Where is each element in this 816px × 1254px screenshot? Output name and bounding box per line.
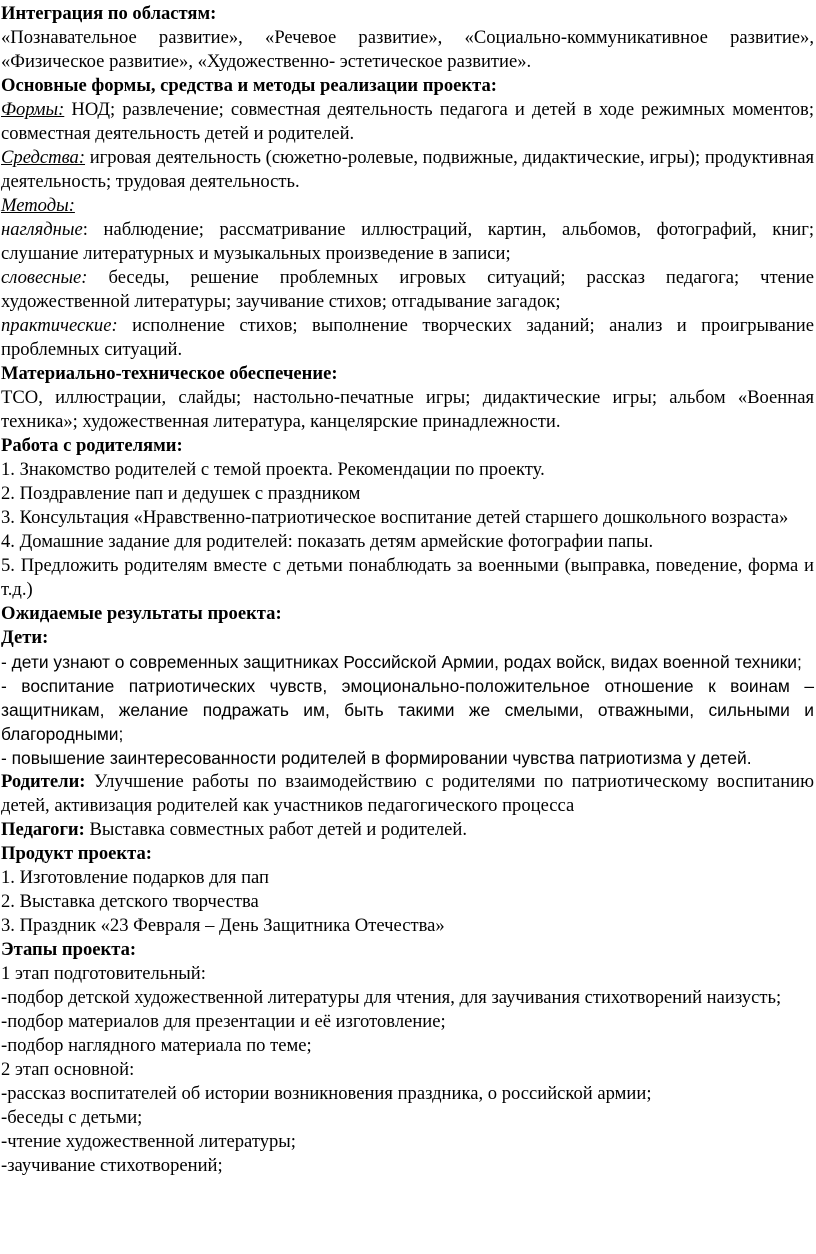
stage2-title: 2 этап основной: (1, 1059, 135, 1080)
practical-methods-label: практические: (1, 315, 118, 336)
product-item: 1. Изготовление подарков для пап (1, 867, 270, 888)
results-heading: Ожидаемые результаты проекта: (1, 603, 282, 624)
stage2-item: -беседы с детьми; (1, 1107, 143, 1128)
parents-result-label: Родители: (1, 771, 86, 792)
verbal-methods-paragraph (1, 266, 814, 314)
forms-text: НОД; развлечение; совместная деятельность педагога и детей в ходе режимных моментов; совместная деятельность детей и родителей. (1, 99, 814, 144)
parents-work-item: 1. Знакомство родителей с темой проекта. Рекомендации по проекту. (1, 459, 545, 480)
means-paragraph (1, 146, 814, 194)
forms-paragraph (1, 98, 814, 146)
children-result-item: - повышение заинтересованности родителей в формировании чувства патриотизма у детей. (1, 748, 752, 768)
visual-methods-label: наглядные (1, 219, 83, 240)
material-heading: Материально-техническое обеспечение: (1, 363, 338, 384)
visual-methods-paragraph (1, 218, 814, 266)
verbal-methods-label: словесные: (1, 267, 88, 288)
verbal-methods-text: беседы, решение проблемных игровых ситуаций; рассказ педагога; чтение художественной литературы; заучивание стихов; отгадывание загадок; (1, 267, 814, 312)
parents-work-item: 3. Консультация «Нравственно-патриотическое воспитание детей старшего дошкольного возраста» (1, 507, 789, 528)
parents-work-item: 4. Домашние задание для родителей: показать детям армейские фотографии папы. (1, 531, 654, 552)
product-item: 2. Выставка детского творчества (1, 891, 259, 912)
stage1-item: -подбор материалов для презентации и её изготовление; (1, 1011, 446, 1032)
stage2-item: -рассказ воспитателей об истории возникновения праздника, о российской армии; (1, 1083, 652, 1104)
integration-text: «Познавательное развитие», «Речевое развитие», «Социально-коммуникативное развитие», «Физическое развитие», «Художественно- эстетическое развитие». (1, 27, 814, 72)
teachers-result-label: Педагоги: (1, 819, 85, 840)
parents-work-item: 5. Предложить родителям вместе с детьми понаблюдать за военными (выправка, поведение, форма и т.д.) (1, 555, 814, 600)
material-text: ТСО, иллюстрации, слайды; настольно-печатные игры; дидактические игры; альбом «Военная техника»; художественная литература, канцелярские принадлежности. (1, 387, 814, 432)
teachers-result-text: Выставка совместных работ детей и родителей. (84, 819, 468, 840)
stage1-title: 1 этап подготовительный: (1, 963, 206, 984)
practical-methods-text: исполнение стихов; выполнение творческих заданий; анализ и проигрывание проблемных ситуаций. (1, 315, 814, 360)
visual-methods-text: : наблюдение; рассматривание иллюстраций, картин, альбомов, фотографий, книг; слушание литературных и музыкальных произведение в записи; (1, 219, 814, 264)
children-result-item: - дети узнают о современных защитниках Российской Армии, родах войск, видах военной техники; (1, 652, 802, 672)
means-label: Средства: (1, 147, 86, 168)
teachers-result-paragraph (1, 818, 814, 842)
methods-label: Методы: (1, 195, 75, 216)
means-text: игровая деятельность (сюжетно-ролевые, подвижные, дидактические, игры); продуктивная деятельность; трудовая деятельность. (1, 147, 814, 192)
product-heading: Продукт проекта: (1, 843, 152, 864)
practical-methods-paragraph (1, 314, 814, 362)
stage1-item: -подбор детской художественной литературы для чтения, для заучивания стихотворений наизусть; (1, 987, 782, 1008)
parents-result-paragraph (1, 770, 814, 818)
stage2-item: -чтение художественной литературы; (1, 1131, 296, 1152)
integration-heading: Интеграция по областям: (1, 3, 217, 24)
parents-work-heading: Работа с родителями: (1, 435, 183, 456)
children-result-item: - воспитание патриотических чувств, эмоционально-положительное отношение к воинам – защитникам, желание подражать им, быть такими же смелыми, отважными, сильными и благородными; (1, 676, 814, 744)
parents-result-text: Улучшение работы по взаимодействию с родителями по патриотическому воспитанию детей, активизация родителей как участников педагогического процесса (1, 771, 814, 816)
stages-heading: Этапы проекта: (1, 939, 137, 960)
forms-label: Формы: (1, 99, 65, 120)
children-heading: Дети: (1, 627, 49, 648)
product-item: 3. Праздник «23 Февраля – День Защитника Отечества» (1, 915, 445, 936)
parents-work-item: 2. Поздравление пап и дедушек с праздником (1, 483, 361, 504)
forms-section-heading: Основные формы, средства и методы реализации проекта: (1, 75, 497, 96)
stage2-item: -заучивание стихотворений; (1, 1155, 223, 1176)
stage1-item: -подбор наглядного материала по теме; (1, 1035, 312, 1056)
